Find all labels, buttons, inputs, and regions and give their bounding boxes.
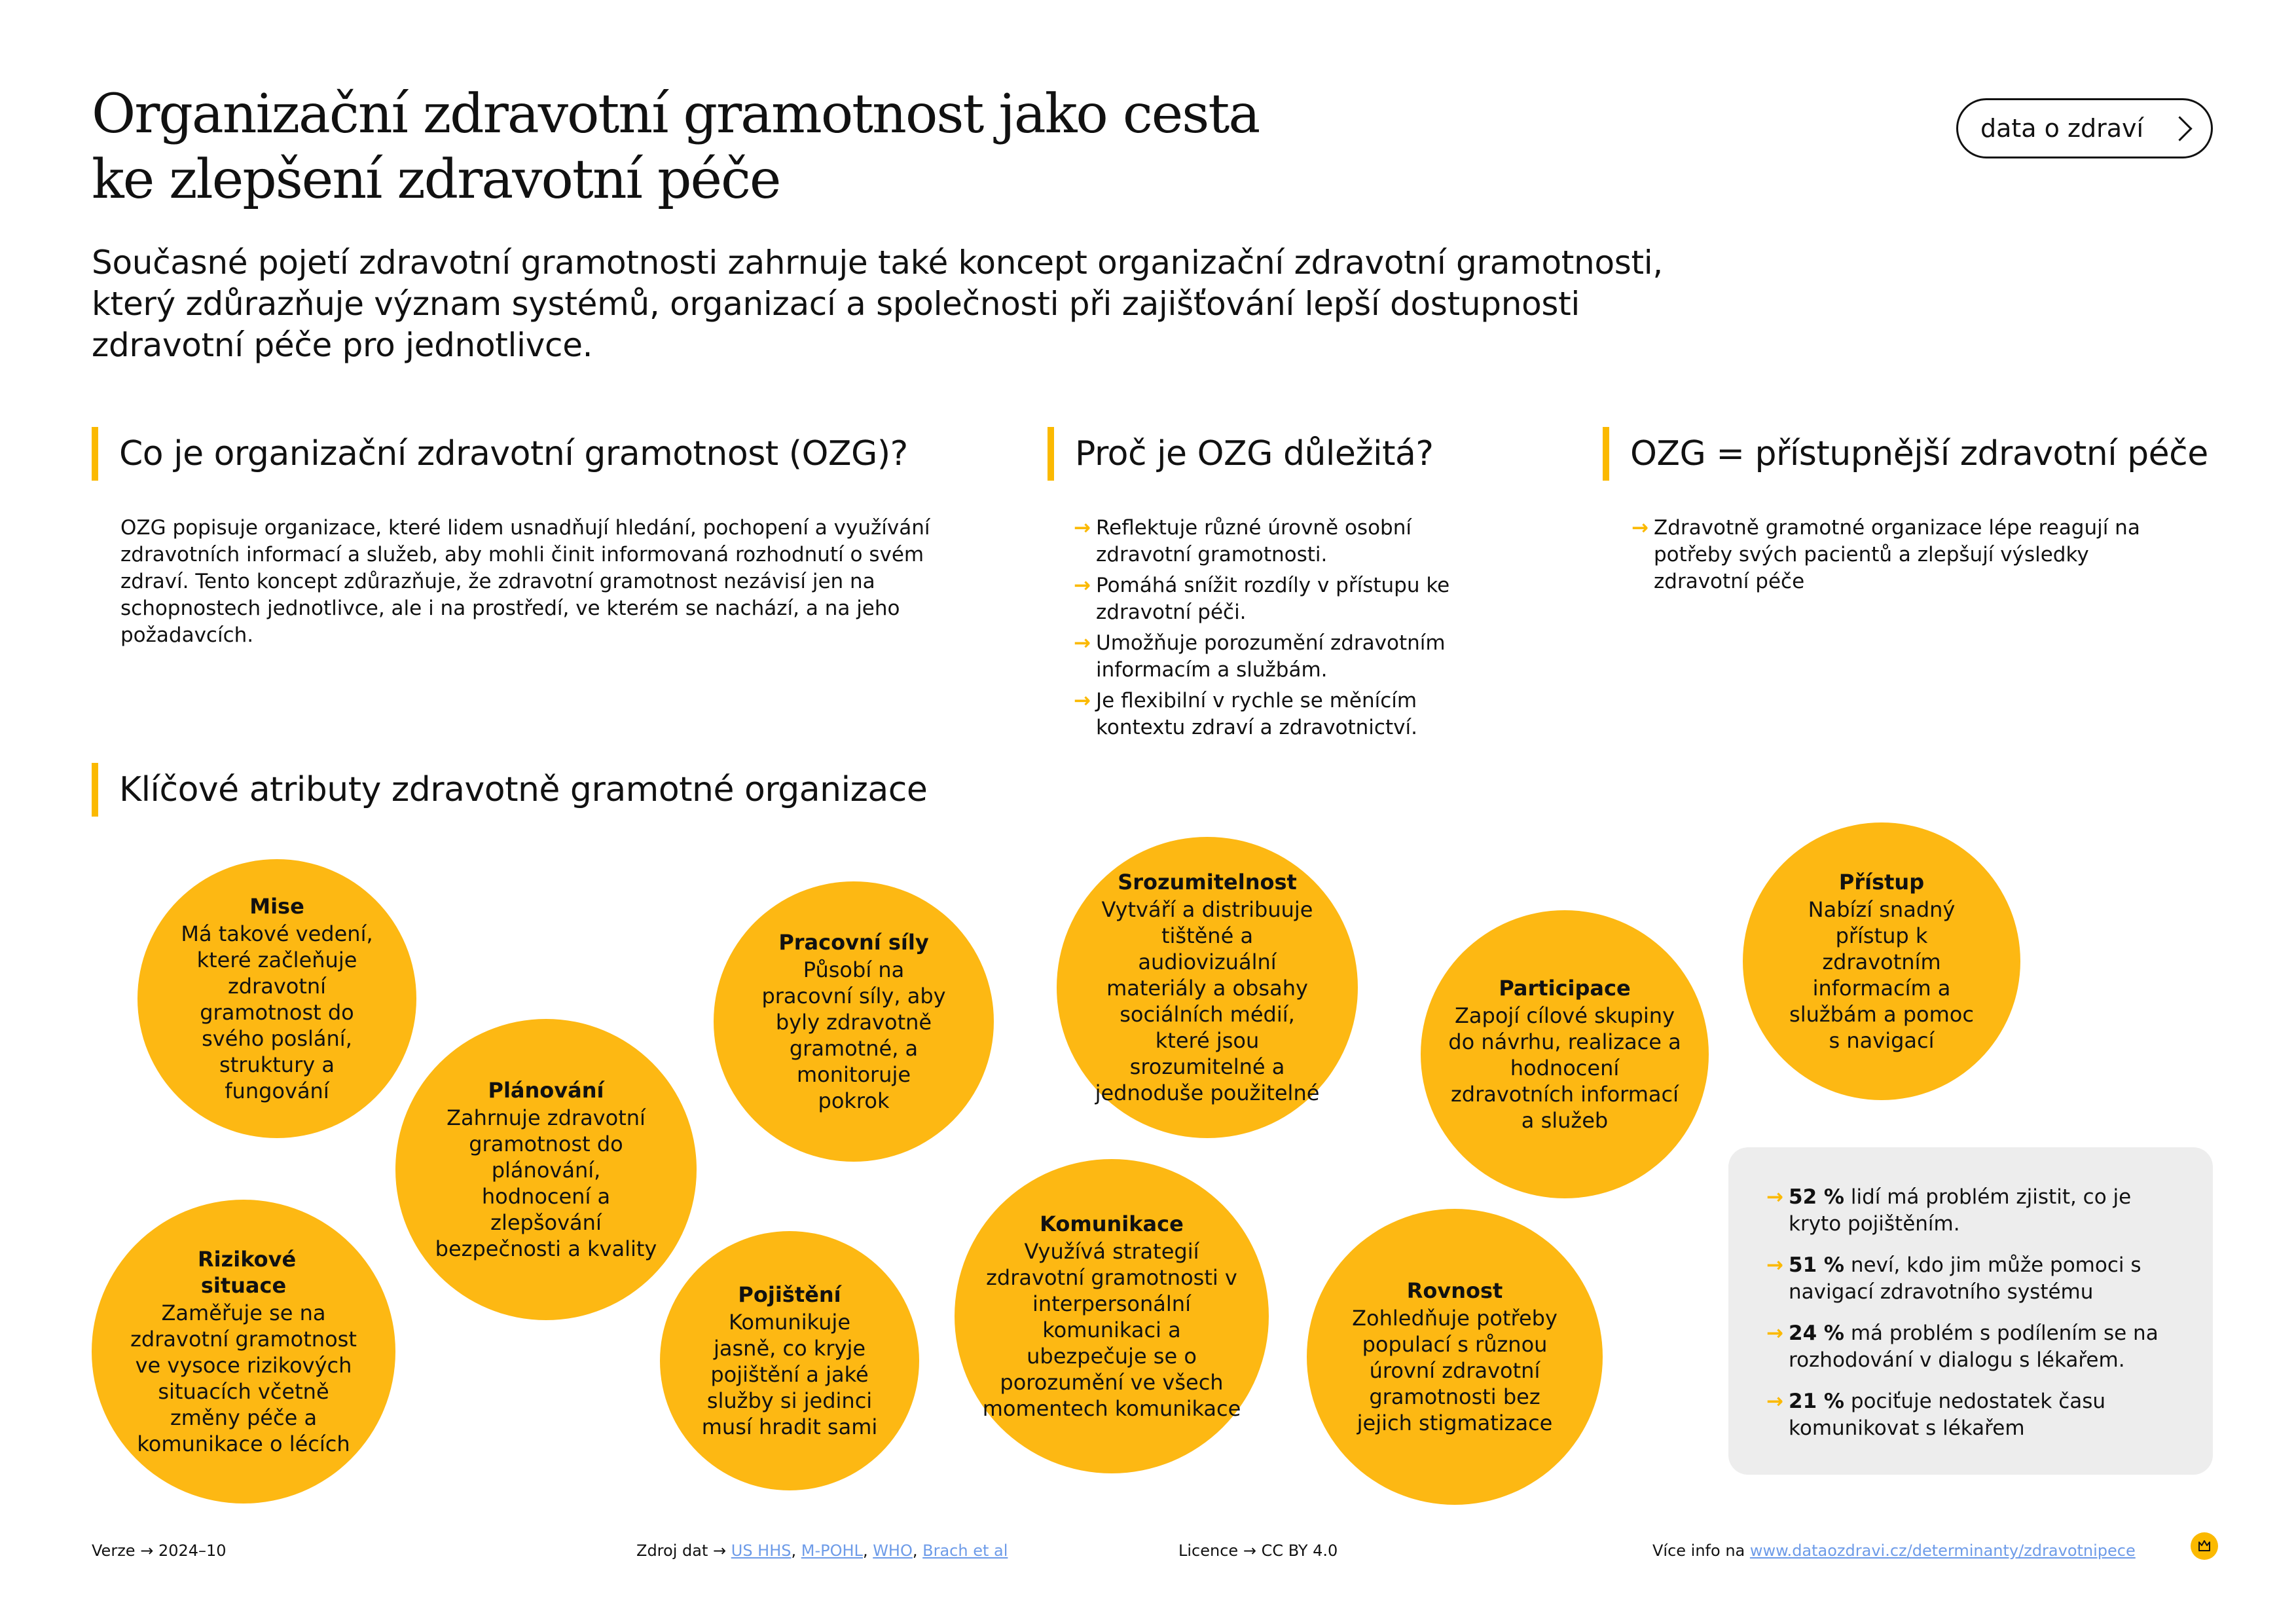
attribute-title: Participace [1499,976,1631,1001]
attribute-title: Přístup [1838,870,1925,895]
footer-version [92,1540,227,1561]
attribute-circle-pracovni-sily [714,881,994,1162]
page-title [92,82,1336,213]
attribute-title: Rovnost [1406,1278,1503,1303]
attribute-title: Rizikové situace [198,1247,297,1298]
page-title-line-2: ke zlepšení zdravotní péče [92,149,780,211]
source-link-m-pohl[interactable]: M-POHL [801,1541,863,1560]
stat-text: neví, kdo jim může pomoci s navigací zdravotního systému [1789,1253,2141,1304]
arrow-right-icon: → [1631,516,1649,540]
why-list-item: → Reflektuje různé úrovně osobní zdravotní gramotnosti. [1074,516,1412,566]
attribute-circle-pojisteni [660,1231,919,1490]
attribute-title: Srozumitelnost [1118,870,1297,895]
footer-version-label: Verze [92,1541,136,1560]
arrow-right-icon: → [1766,1253,1783,1277]
attribute-description: Komunikuje jasně, co kryje pojištění a jaké služby si jedinci musí hradit sami [701,1310,878,1439]
stat-item [1766,1388,2187,1442]
attribute-description: Zapojí cílové skupiny do návrhu, realizace a hodnocení zdravotních informací a služeb [1448,1003,1681,1133]
attribute-circle-srozumitelnost [1057,837,1358,1138]
stat-text: má problém s podílením se na rozhodování v dialogu s lékařem. [1789,1321,2159,1372]
stat-item [1766,1252,2187,1306]
arrow-right-icon: → [140,1541,158,1560]
stat-value: 24 % [1789,1321,1844,1345]
attribute-description: Vytváří a distribuuje tištěné a audiovizuální materiály a obsahy sociálních médií, které jsou srozumitelné a jednoduše použitelné [1095,897,1320,1105]
footer-license-label: Licence [1178,1541,1239,1560]
stat-value: 52 % [1789,1185,1844,1209]
arrow-right-icon: → [1766,1390,1783,1413]
attribute-description: Má takové vedení, které začleňuje zdravotní gramotnost do svého poslání, struktury a fungování [181,921,373,1103]
chevron-right-icon [2167,116,2192,141]
arrow-right-icon: → [713,1541,731,1560]
section-heading-what: Co je organizační zdravotní gramotnost (OZG)? [92,427,908,481]
access-list-item: → Zdravotně gramotné organizace lépe reagují na potřeby svých pacientů a zlepšují výsledky zdravotní péče [1631,516,2140,593]
brand-logo-icon [2191,1532,2218,1560]
access-list [1631,515,2168,599]
arrow-right-icon: → [1074,689,1091,712]
arrow-right-icon: → [1766,1185,1783,1209]
stat-item [1766,1184,2187,1238]
attribute-circle-komunikace [955,1159,1269,1473]
attribute-description: Zohledňuje potřeby populací s různou úrovní zdravotní gramotnosti bez jejich stigmatizace [1352,1306,1558,1435]
stat-item [1766,1320,2187,1374]
stats-list [1766,1184,2187,1442]
attribute-circle-participace [1421,910,1709,1198]
attribute-circle-planovani [395,1019,697,1320]
source-link-brach[interactable]: Brach et al [922,1541,1008,1560]
attribute-description: Působí na pracovní síly, aby byly zdravotně gramotné, a monitoruje pokrok [761,957,946,1113]
attribute-circle-rizikove-situace [92,1200,395,1504]
attribute-description: Zaměřuje se na zdravotní gramotnost ve vysoce rizikových situacích včetně změny péče a komunikace o lécích [130,1301,357,1456]
section-heading-attributes: Klíčové atributy zdravotně gramotné organizace [92,763,927,817]
footer-license [1178,1540,1338,1561]
arrow-right-icon: → [1074,574,1091,597]
why-list-item: → Umožňuje porozumění zdravotním informacím a službám. [1074,631,1446,682]
source-link-us-hhs[interactable]: US HHS [731,1541,792,1560]
attribute-circle-pristup [1743,822,2020,1100]
intro-text: Současné pojetí zdravotní gramotnosti zahrnuje také koncept organizační zdravotní gramotnosti, který zdůrazňuje význam systémů, organizací a společnosti při zajišťování lepší dostupnosti zdravotní péče pro jednotlivce. [92,244,1663,364]
attribute-title: Komunikace [1040,1211,1184,1236]
footer-source: Zdroj dat → US HHS, M-POHL, WHO, Brach et al [636,1541,1008,1560]
attribute-circle-rovnost [1307,1209,1603,1505]
attribute-description: Využívá strategií zdravotní gramotnosti v interpersonální komunikaci a ubezpečuje se o porozumění ve všech momentech komunikace [982,1239,1241,1421]
section-heading-access: OZG = přístupnější zdravotní péče [1603,427,2208,481]
section-heading-why: Proč je OZG důležitá? [1048,427,1433,481]
footer-license-value: CC BY 4.0 [1261,1541,1338,1560]
data-o-zdravi-label: data o zdraví [1980,114,2144,143]
arrow-right-icon: → [1243,1541,1262,1560]
attribute-title: Pojištění [738,1282,841,1307]
attribute-circle-mise [137,859,416,1138]
stat-text: pociťuje nedostatek času komunikovat s lékařem [1789,1390,2106,1440]
stats-box [1728,1147,2213,1475]
data-o-zdravi-button[interactable] [1956,98,2213,158]
arrow-right-icon: → [1074,516,1091,540]
footer-more-label: Více info na [1652,1541,1745,1560]
arrow-right-icon: → [1074,631,1091,655]
footer-version-value: 2024–10 [158,1541,227,1560]
attribute-title: Mise [249,894,304,919]
why-list [1074,515,1493,745]
stat-value: 21 % [1789,1390,1844,1413]
attribute-description: Zahrnuje zdravotní gramotnost do plánování, hodnocení a zlepšování bezpečnosti a kvality [435,1105,657,1261]
arrow-right-icon: → [1766,1321,1783,1345]
brand-logo-icon-glyph [2196,1538,2213,1555]
page-title-line-1: Organizační zdravotní gramotnost jako cesta [92,83,1260,145]
why-list-item: → Pomáhá snížit rozdíly v přístupu ke zdravotní péči. [1074,574,1450,624]
footer-more-info [1652,1540,2136,1561]
source-link-who[interactable]: WHO [873,1541,913,1560]
attribute-description: Nabízí snadný přístup k zdravotním informacím a službám a pomoc s navigací [1789,897,1974,1053]
section-body-what: OZG popisuje organizace, které lidem usnadňují hledání, pochopení a využívání zdravotních informací a služeb, aby mohli činit informovaná rozhodnutí o svém zdraví. Tento koncept zdůrazňuje, že zdravotní gramotnost nezávisí jen na schopnostech jednotlivce, ale i na prostředí, ve kterém se nachází, a na jeho požadavcích. [120,516,930,647]
stat-text: lidí má problém zjistit, co je kryto pojištěním. [1789,1185,2132,1236]
attribute-title: Plánování [488,1078,604,1103]
attribute-title: Pracovní síly [778,930,929,955]
footer-source-label: Zdroj dat [636,1541,708,1560]
why-list-item: → Je flexibilní v rychle se měnícím kontextu zdraví a zdravotnictví. [1074,689,1417,739]
footer-more-link[interactable]: www.dataozdravi.cz/determinanty/zdravotnipece [1749,1541,2136,1560]
stat-value: 51 % [1789,1253,1844,1277]
